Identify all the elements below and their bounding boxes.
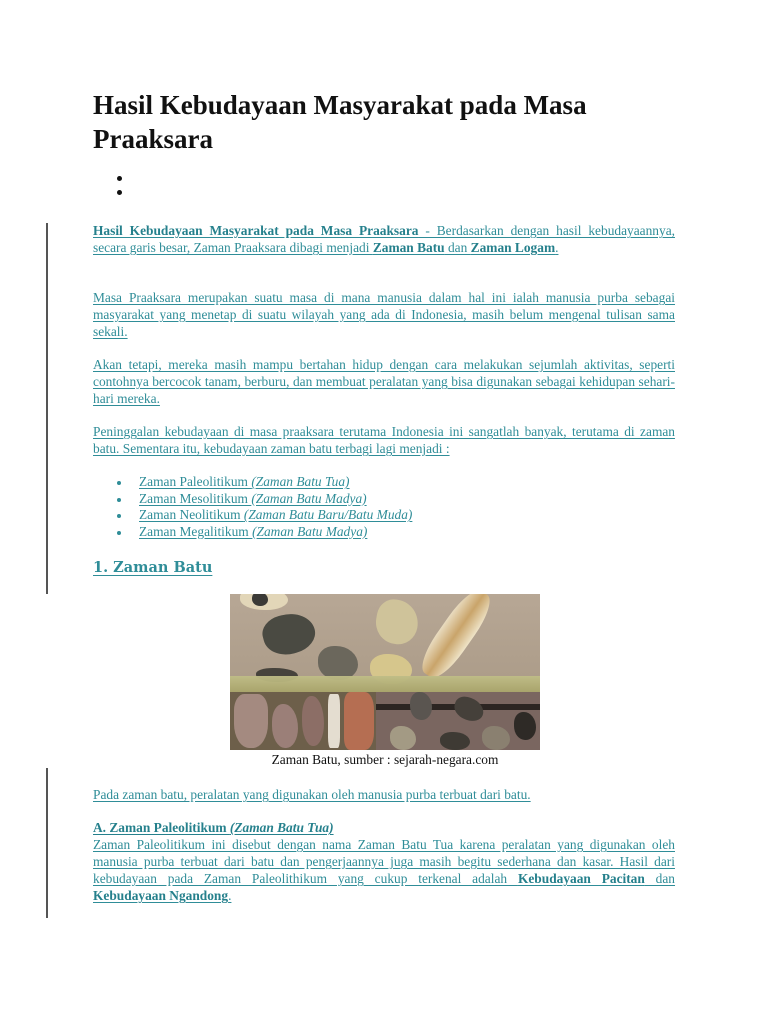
rock-shape [318,646,358,680]
period-alias: (Zaman Batu Madya) [252,523,368,539]
rock-shape [440,732,470,750]
period-alias: (Zaman Batu Madya) [251,490,367,506]
period-name: Zaman Paleolitikum [139,474,252,489]
intro-text: - Berdasarkan dengan hasil kebudayaannya, secara garis besar, Zaman Praaksara dibagi menjadi [93,223,675,255]
period-name: Zaman Mesolitikum [139,490,252,506]
paragraph-masa-praaksara[interactable]: Masa Praaksara merupakan suatu masa di mana manusia dalam hal ini ialah manusia purba sebagai masyarakat yang menetap di suatu wilayah yang ada di Indonesia, masih belum mengenal tulisan sama sekali. [93,290,675,339]
period-name: Zaman Neolitikum [139,507,244,522]
stone-axe-shape [344,692,374,750]
paleolitikum-ending: . [228,888,232,903]
page-title: Hasil Kebudayaan Masyarakat pada Masa Praaksara [93,90,587,154]
stone-age-artifacts-image [230,594,540,750]
paragraph-peninggalan[interactable]: Peninggalan kebudayaan di masa praaksara terutama Indonesia ini sangatlah banyak, terutama di zaman batu. Sementara itu, kebudayaan zaman batu terbagi lagi menjadi : [93,424,675,456]
kebudayaan-ngandong-link[interactable]: Kebudayaan Ngandong [93,888,229,903]
paragraph-pada-zaman-batu[interactable]: Pada zaman batu, peralatan yang digunakan oleh manusia purba terbuat dari batu. [93,787,531,802]
empty-bullet-item [93,184,133,198]
rock-shape [514,712,536,740]
period-megalitikum[interactable] [117,524,412,541]
paragraph-paleolitikum[interactable] [93,836,675,904]
change-bar [46,223,48,594]
period-alias: (Zaman Batu Tua) [251,474,350,489]
period-mesolitikum[interactable] [117,491,412,508]
rock-shape [482,726,510,750]
paleolitikum-text: Zaman Paleolitikum ini disebut dengan nama Zaman Batu Tua karena peralatan yang digunakan oleh manusia purba terbuat dari batu dan pengerjaannya juga masih begitu sederhana dan kasar. Hasil dari kebudayaan pada Zaman Paleolithikum yang cukup terkenal adalah [93,837,675,886]
stone-axe-shape [234,694,268,748]
subheading-paleolitikum[interactable] [93,819,334,836]
kebudayaan-pacitan-link[interactable]: Kebudayaan Pacitan [517,871,645,886]
rock-shape [252,594,268,606]
zaman-batu-link[interactable]: Zaman Batu [372,240,445,255]
change-bar [46,768,48,918]
period-neolitikum[interactable] [117,507,412,524]
paleolitikum-connector: dan [644,871,676,886]
rock-shape [390,726,416,750]
empty-bullet-item [93,170,133,184]
subheading-text: A. Zaman Paleolitikum [93,820,230,835]
intro-paragraph[interactable] [93,222,675,256]
section-heading-zaman-batu[interactable]: 1. Zaman Batu [93,559,213,576]
stone-age-periods-list [117,474,412,540]
rock-shape [410,692,432,720]
stone-axe-shape [272,704,298,748]
zaman-logam-link[interactable]: Zaman Logam [470,240,556,255]
empty-bullet-list [93,170,133,198]
intro-title-link[interactable]: Hasil Kebudayaan Masyarakat pada Masa Praaksara [93,223,419,238]
period-name: Zaman Megalitikum [139,523,253,539]
subheading-alias: (Zaman Batu Tua) [229,820,334,835]
intro-connector: dan [444,240,471,255]
figure-caption: Zaman Batu, sumber : sejarah-negara.com [271,752,499,767]
image-divider-band [230,676,540,692]
intro-ending: . [555,240,559,255]
paragraph-akan-tetapi[interactable]: Akan tetapi, mereka masih mampu bertahan hidup dengan cara melakukan sejumlah aktivitas, seperti contohnya bercocok tanam, berburu, dan membuat peralatan yang bisa digunakan sebagai kehidupan sehari-hari mereka. [93,357,675,406]
period-paleolitikum[interactable] [117,474,412,491]
period-alias: (Zaman Batu Baru/Batu Muda) [243,507,413,522]
stone-axe-shape [328,694,340,748]
